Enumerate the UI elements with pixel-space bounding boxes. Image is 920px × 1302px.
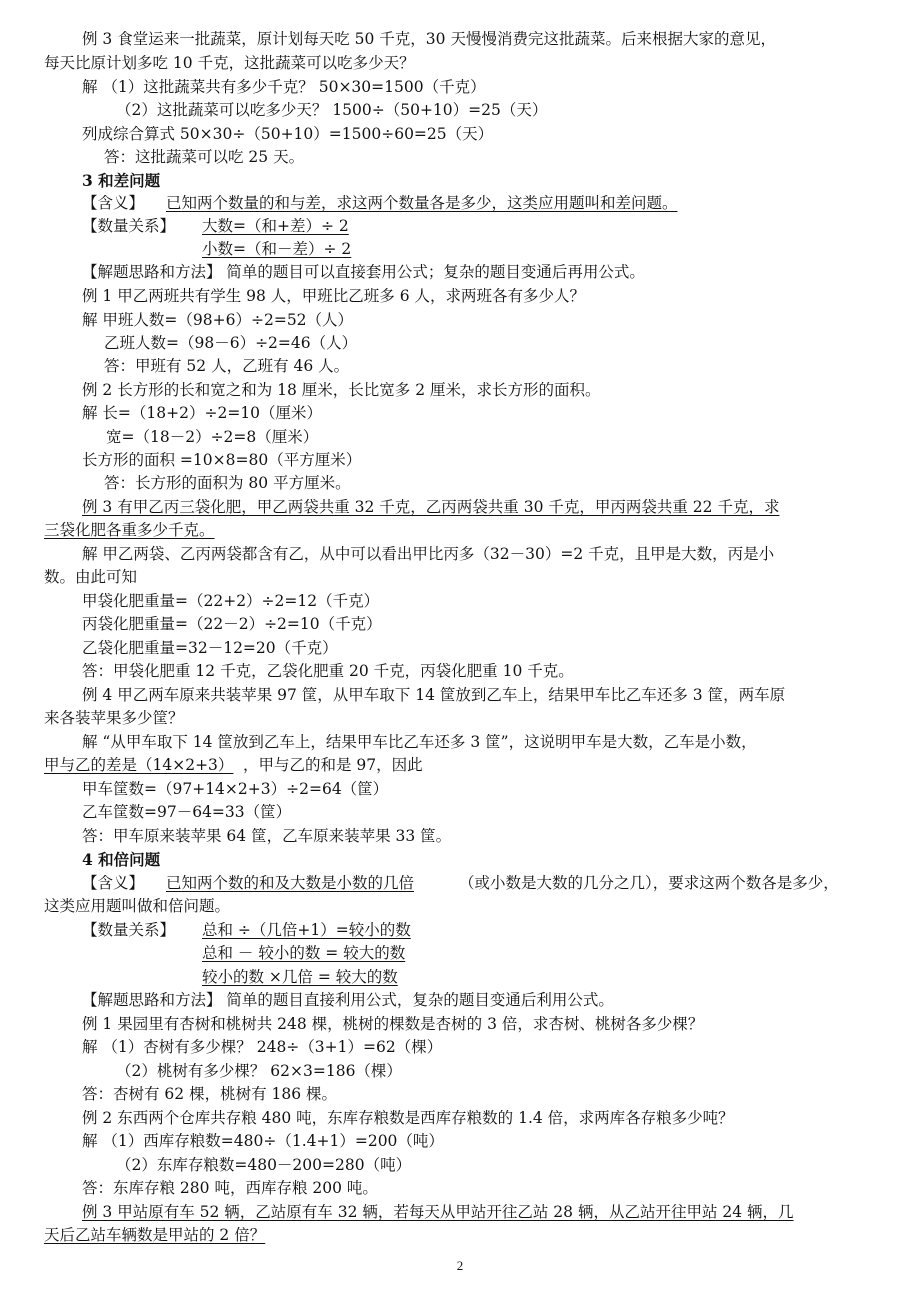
relation-label: 【数量关系】 bbox=[82, 217, 176, 235]
text-line: 答：甲袋化肥重 12 千克，乙袋化肥重 20 千克，丙袋化肥重 10 千克。 bbox=[82, 662, 574, 680]
text-line: 解 甲班人数=（98+6）÷2=52（人） bbox=[82, 311, 354, 329]
text-line: 答：甲车原来装苹果 64 筐，乙车原来装苹果 33 筐。 bbox=[82, 827, 452, 845]
text-line: 答：东库存粮 280 吨，西库存粮 200 吨。 bbox=[82, 1179, 378, 1197]
text-line: 丙袋化肥重量=（22－2）÷2=10（千克） bbox=[82, 615, 382, 633]
text-line: 乙袋化肥重量=32－12=20（千克） bbox=[82, 639, 338, 657]
formula: 大数=（和+差）÷ 2 bbox=[202, 217, 349, 235]
text-line: ，甲与乙的和是 97，因此 bbox=[243, 756, 423, 774]
text-line: 例 1 果园里有杏树和桃树共 248 棵，桃树的棵数是杏树的 3 倍，求杏树、桃树各多少棵？ bbox=[82, 1015, 704, 1033]
page-number: 2 bbox=[456, 1258, 464, 1273]
text-line: 例 4 甲乙两车原来共装苹果 97 筐，从甲车取下 14 筐放到乙车上，结果甲车比乙车还多 3 筐，两车原 bbox=[82, 686, 786, 704]
definition-text: 已知两个数量的和与差，求这两个数量各是多少，这类应用题叫和差问题。 bbox=[166, 194, 678, 212]
formula: 较小的数 ×几倍 = 较大的数 bbox=[202, 968, 398, 986]
text-line: 解 （1）这批蔬菜共有多少千克？ 50×30=1500（千克） bbox=[82, 78, 486, 96]
text-line: 甲与乙的差是（14×2+3） bbox=[44, 756, 234, 774]
text-line: 例 1 甲乙两班共有学生 98 人，甲班比乙班多 6 人，求两班各有多少人？ bbox=[82, 287, 586, 305]
text-line: 解 甲乙两袋、乙丙两袋都含有乙，从中可以看出甲比丙多（32－30）=2 千克，且甲是大数，丙是小 bbox=[82, 545, 775, 563]
definition-text: 这类应用题叫做和倍问题。 bbox=[44, 897, 231, 915]
section-heading: 3 和差问题 bbox=[82, 171, 161, 190]
text-line: 答：这批蔬菜可以吃 25 天。 bbox=[104, 148, 305, 166]
text-line: 答：长方形的面积为 80 平方厘米。 bbox=[104, 474, 351, 492]
method-text: 【解题思路和方法】 简单的题目可以直接套用公式；复杂的题目变通后再用公式。 bbox=[82, 263, 645, 281]
text-line: （2）东库存粮数=480－200=280（吨） bbox=[116, 1156, 412, 1174]
definition-text: （或小数是大数的几分之几），要求这两个数各是多少， bbox=[459, 874, 839, 892]
definition-label: 【含义】 bbox=[82, 194, 145, 212]
text-line: 甲袋化肥重量=（22+2）÷2=12（千克） bbox=[82, 592, 380, 610]
text-line: 例 2 东西两个仓库共存粮 480 吨，东库存粮数是西库存粮数的 1.4 倍，求两库各存粮多少吨？ bbox=[82, 1109, 734, 1127]
text-line: 每天比原计划多吃 10 千克，这批蔬菜可以吃多少天？ bbox=[44, 54, 415, 72]
text-line: 例 2 长方形的长和宽之和为 18 厘米，长比宽多 2 厘米，求长方形的面积。 bbox=[82, 381, 601, 399]
text-line: （2）桃树有多少棵？ 62×3=186（棵） bbox=[116, 1062, 402, 1080]
text-line: 解 “从甲车取下 14 筐放到乙车上，结果甲车比乙车还多 3 筐”，这说明甲车是大数，乙车是小数， bbox=[82, 733, 757, 751]
text-line: 三袋化肥各重多少千克。 bbox=[44, 521, 215, 539]
text-line: 乙班人数=（98－6）÷2=46（人） bbox=[104, 334, 358, 352]
text-line: （2）这批蔬菜可以吃多少天？ 1500÷（50+10）=25（天） bbox=[116, 101, 548, 119]
text-line: 例 3 有甲乙丙三袋化肥，甲乙两袋共重 32 千克，乙丙两袋共重 30 千克，甲丙两袋共重 22 千克，求 bbox=[82, 498, 780, 516]
text-line: 宽=（18－2）÷2=8（厘米） bbox=[106, 428, 319, 446]
section-heading: 4 和倍问题 bbox=[82, 850, 161, 869]
text-line: 长方形的面积 =10×8=80（平方厘米） bbox=[82, 451, 362, 469]
text-line: 来各装苹果多少筐？ bbox=[44, 709, 184, 727]
relation-label: 【数量关系】 bbox=[82, 921, 176, 939]
text-line: 答：杏树有 62 棵，桃树有 186 棵。 bbox=[82, 1085, 338, 1103]
text-line: 解 （1）杏树有多少棵？ 248÷（3+1）=62（棵） bbox=[82, 1038, 443, 1056]
text-line: 例 3 食堂运来一批蔬菜，原计划每天吃 50 千克，30 天慢慢消费完这批蔬菜。后来根据大家的意见， bbox=[82, 30, 776, 48]
text-line: 解 （1）西库存粮数=480÷（1.4+1）=200（吨） bbox=[82, 1132, 444, 1150]
text-line: 解 长=（18+2）÷2=10（厘米） bbox=[82, 404, 323, 422]
formula: 总和 － 较小的数 = 较大的数 bbox=[202, 944, 406, 962]
text-line: 例 3 甲站原有车 52 辆，乙站原有车 32 辆，若每天从甲站开往乙站 28 辆，从乙站开往甲站 24 辆，几 bbox=[82, 1203, 794, 1221]
text-line: 列成综合算式 50×30÷（50+10）=1500÷60=25（天） bbox=[82, 125, 494, 143]
formula: 小数=（和－差）÷ 2 bbox=[202, 240, 352, 258]
text-line: 数。由此可知 bbox=[44, 568, 138, 586]
method-text: 【解题思路和方法】 简单的题目直接利用公式，复杂的题目变通后利用公式。 bbox=[82, 991, 614, 1009]
formula: 总和 ÷（几倍+1）=较小的数 bbox=[202, 921, 411, 939]
text-line: 天后乙站车辆数是甲站的 2 倍？ bbox=[44, 1226, 266, 1244]
definition-label: 【含义】 bbox=[82, 874, 145, 892]
definition-text: 已知两个数的和及大数是小数的几倍 bbox=[166, 874, 415, 892]
text-line: 答：甲班有 52 人，乙班有 46 人。 bbox=[104, 357, 350, 375]
text-line: 甲车筐数=（97+14×2+3）÷2=64（筐） bbox=[82, 780, 389, 798]
text-line: 乙车筐数=97－64=33（筐） bbox=[82, 803, 292, 821]
